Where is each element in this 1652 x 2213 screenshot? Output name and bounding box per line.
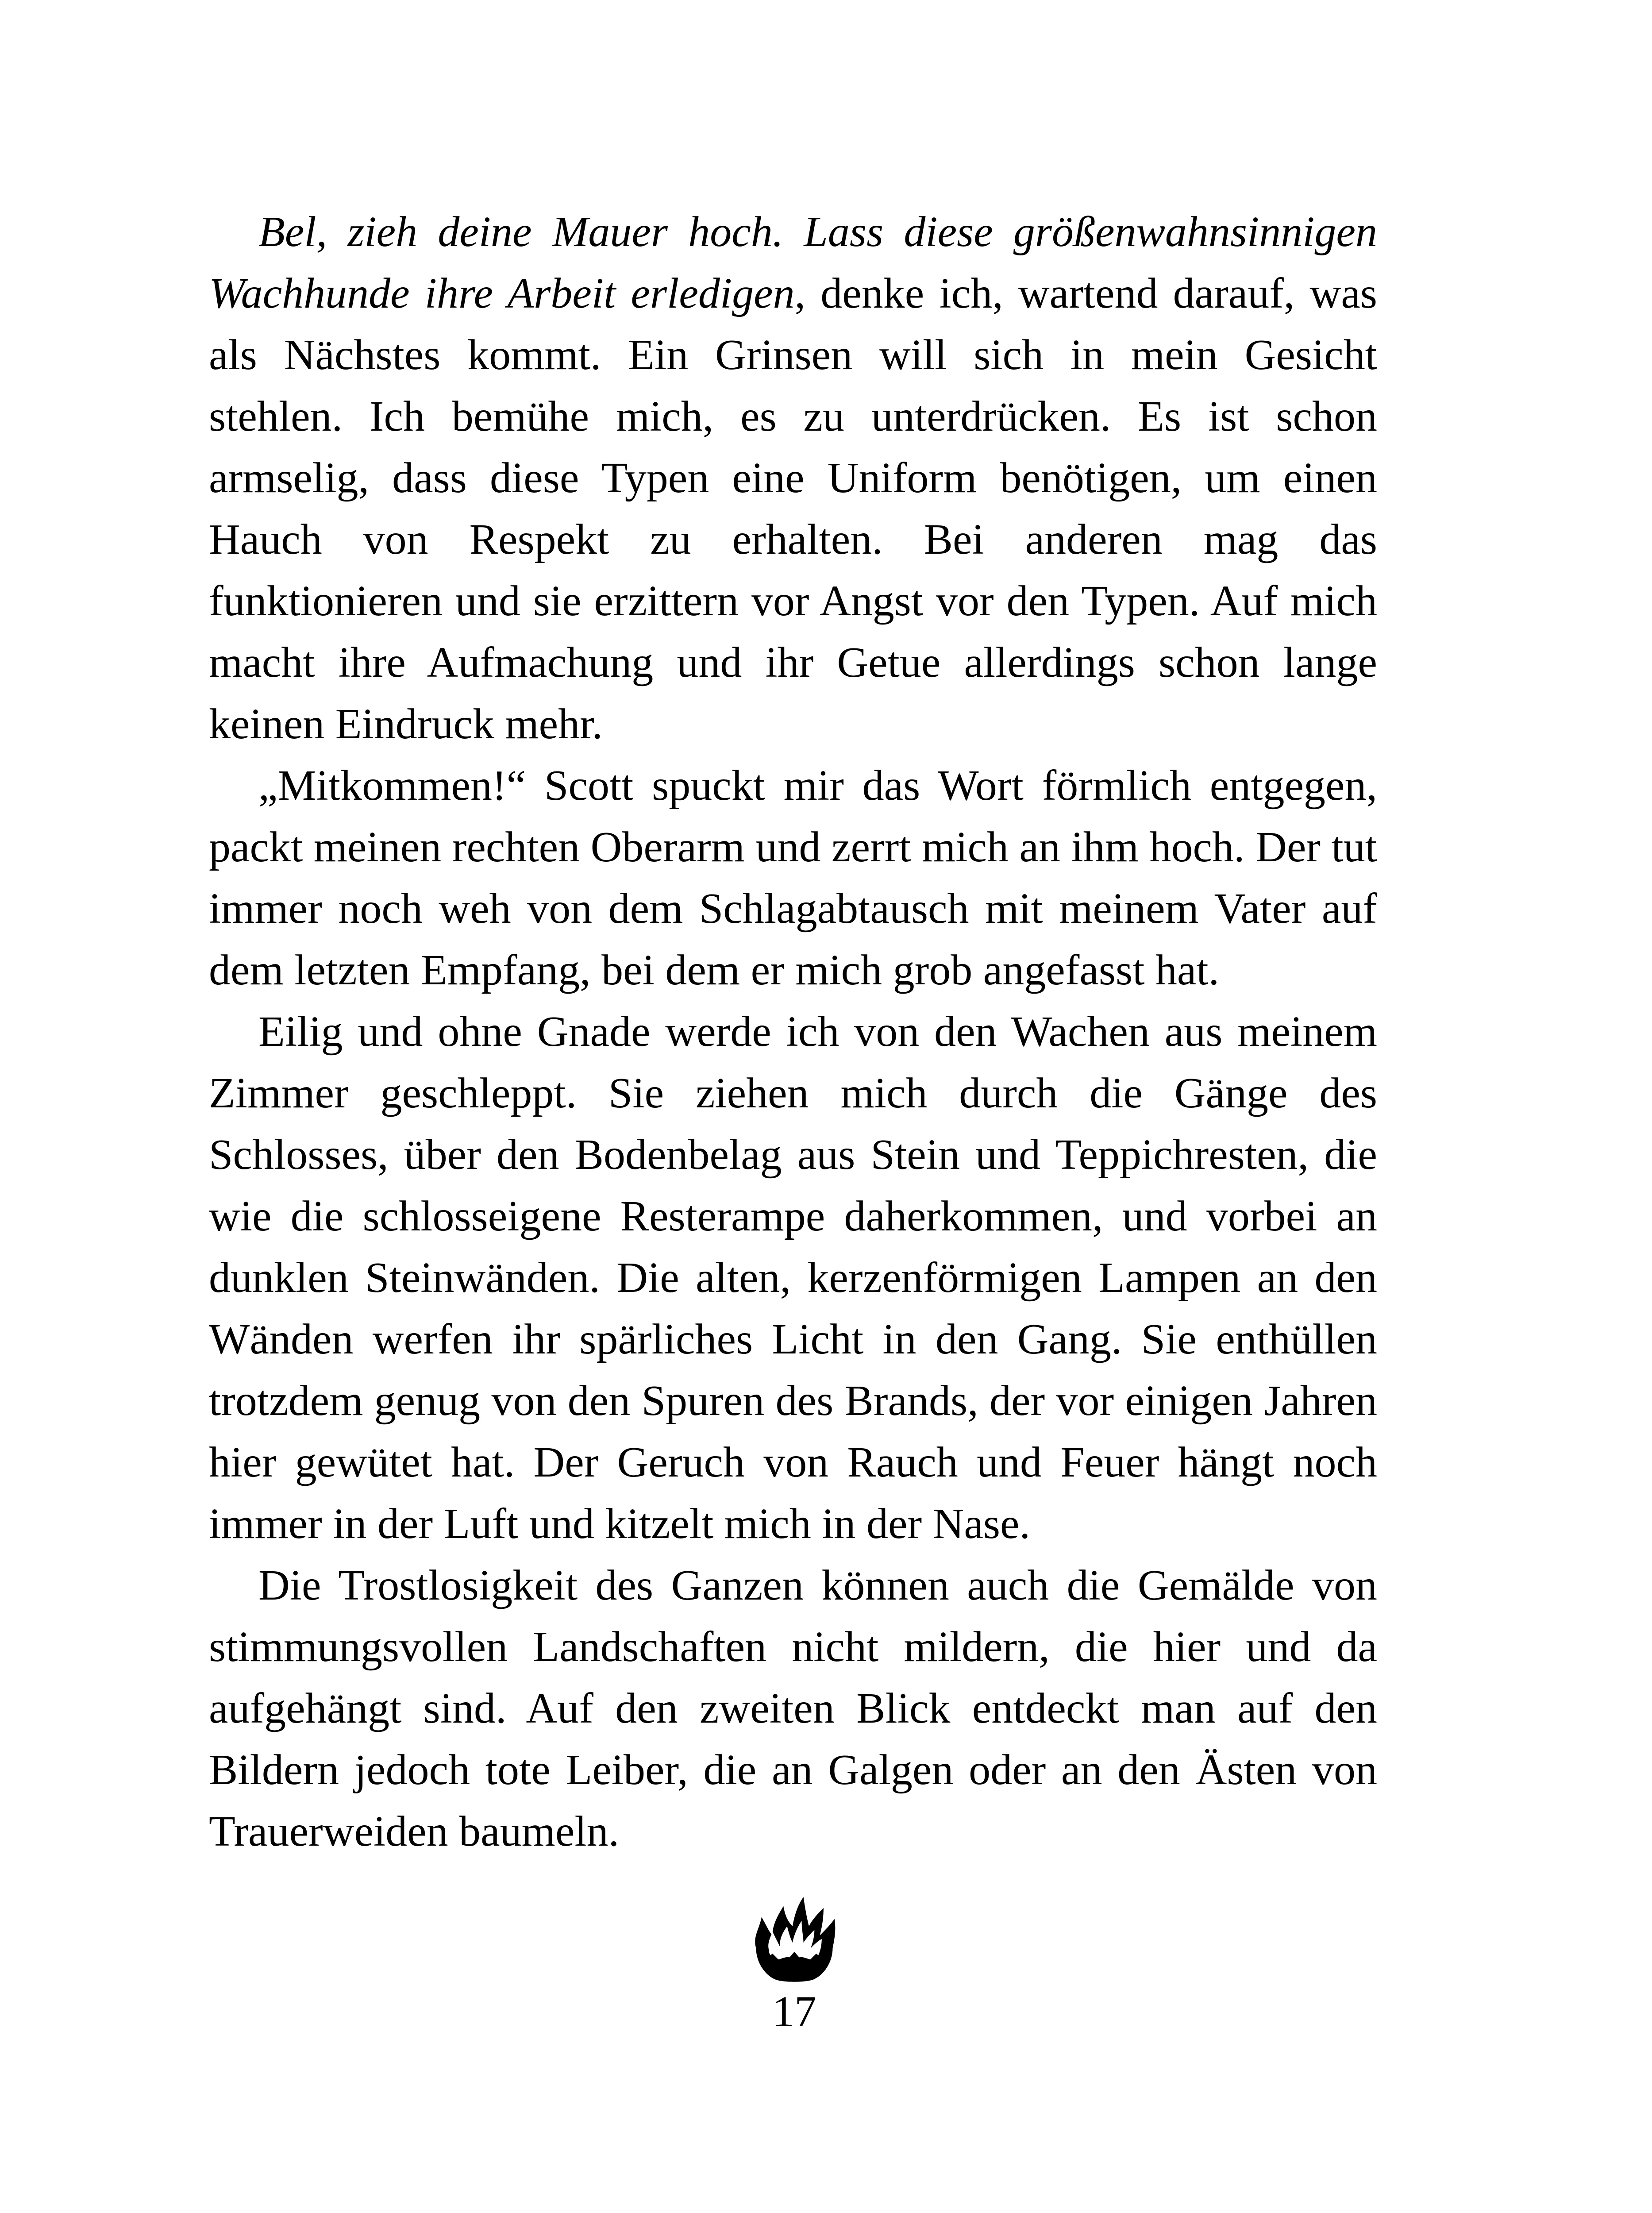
paragraph-1-text: , denke ich, wartend darauf, was als Nächstes kommt. Ein Grinsen will sich in mein Gesicht stehlen. Ich bemühe mich, es zu unterdrücken. Es ist schon armselig, dass diese Typen eine Uniform benötigen, um einen Hauch von Respekt zu erhalten. Bei anderen mag das funktionieren und sie erzittern vor Angst vor den Typen. Auf mich macht ihre Aufmachung und ihr Getue allerdings schon lange keinen Eindruck mehr. — [209, 270, 1377, 748]
italic-thought: Bel, zieh deine Mauer hoch. Lass diese größenwahnsinnigen Wachhunde ihre Arbeit erledigen — [209, 208, 1377, 317]
paragraph-3: Eilig und ohne Gnade werde ich von den Wachen aus meinem Zimmer geschleppt. Sie ziehen mich durch die Gänge des Schlosses, über den Bodenbelag aus Stein und Teppichresten, die wie die schlosseigene Resterampe daherkommen, und vorbei an dunklen Steinwänden. Die alten, kerzenförmigen Lampen an den Wänden werfen ihr spärliches Licht in den Gang. Sie enthüllen trotzdem genug von den Spuren des Brands, der vor einigen Jahren hier gewütet hat. Der Geruch von Rauch und Feuer hängt noch immer in der Luft und kitzelt mich in der Nase. — [209, 1008, 1377, 1548]
page-number: 17 — [772, 1987, 816, 2036]
paragraph-4: Die Trostlosigkeit des Ganzen können auch die Gemälde von stimmungsvollen Landschaften nicht mildern, die hier und da aufgehängt sind. Auf den zweiten Blick entdeckt man auf den Bildern jedoch tote Leiber, die an Galgen oder an den Ästen von Trauerweiden baumeln. — [209, 1561, 1377, 1855]
paragraph-1 — [209, 201, 1377, 755]
body-text — [209, 201, 1377, 1862]
paragraph-2: „Mitkommen!“ Scott spuckt mir das Wort förmlich entgegen, packt meinen rechten Oberarm und zerrt mich an ihm hoch. Der tut immer noch weh von dem Schlagabtausch mit meinem Vater auf dem letzten Empfang, bei dem er mich grob angefasst hat. — [209, 762, 1377, 994]
flame-crown-icon — [749, 1895, 840, 1986]
